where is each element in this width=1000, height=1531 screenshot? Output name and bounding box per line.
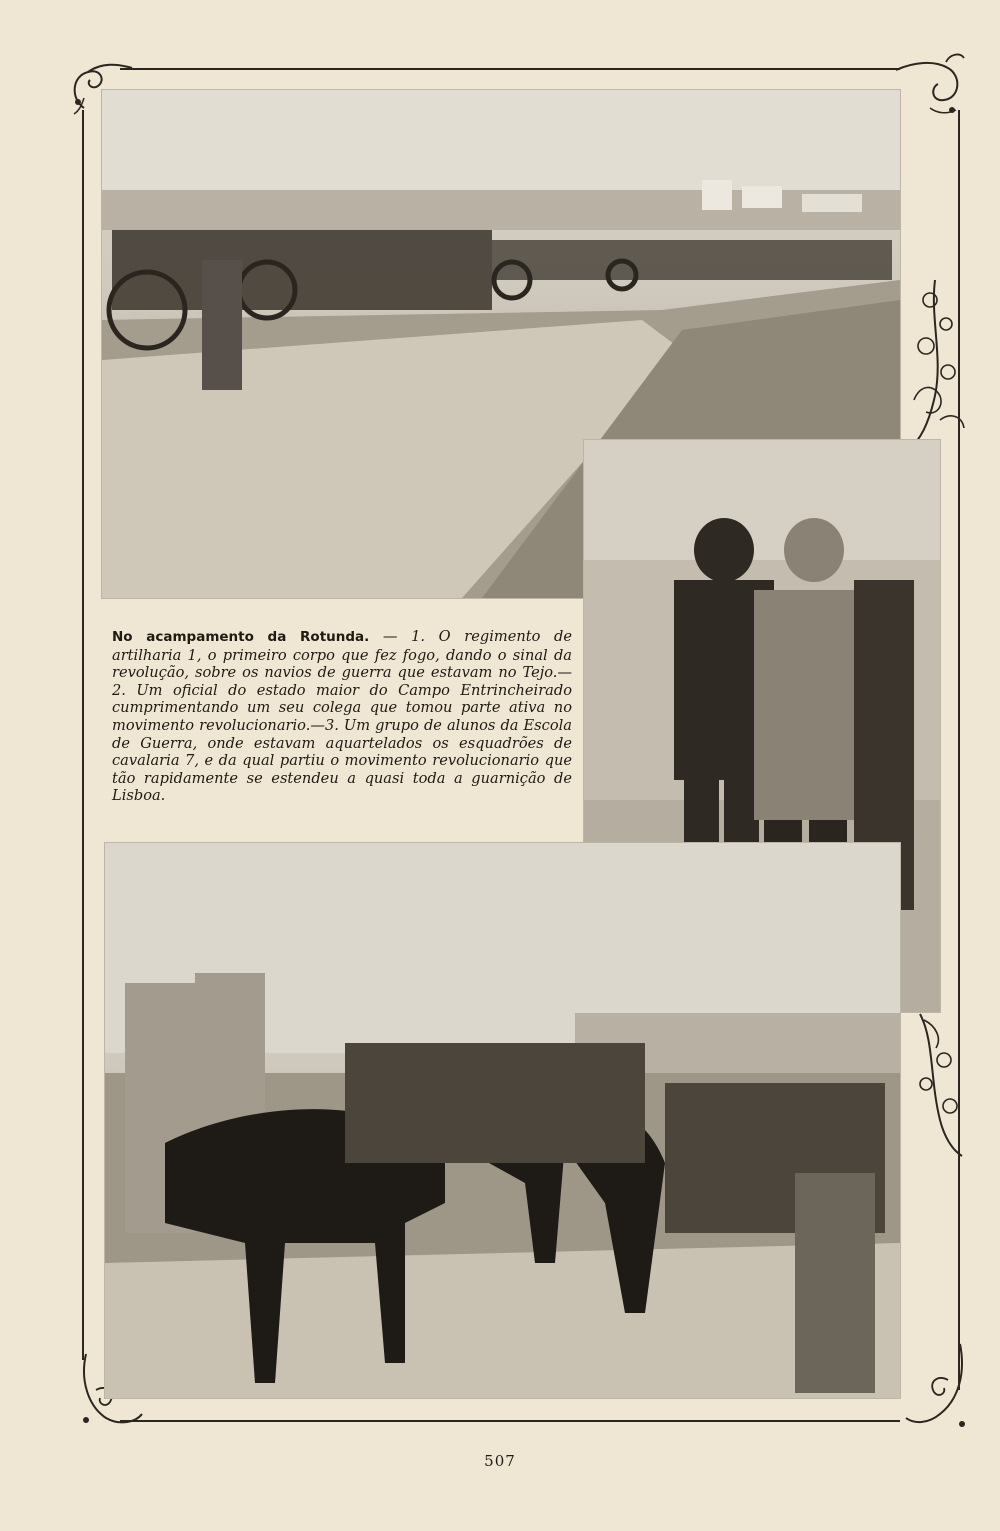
photo-caption	[112, 628, 572, 805]
right-lower-floral-ornament	[900, 1010, 970, 1160]
frame-top-line	[120, 68, 900, 70]
top-right-flourish-ornament	[890, 48, 968, 118]
frame-bottom-line	[120, 1420, 900, 1422]
bottom-right-flourish-ornament	[900, 1340, 972, 1432]
right-floral-ornament	[900, 280, 970, 450]
caption-lead: No acampamento da Rotunda.	[112, 629, 370, 645]
page-number: 507	[484, 1452, 516, 1470]
frame-left-line	[82, 110, 84, 1360]
photo-escola-de-guerra-group	[105, 843, 900, 1398]
caption-body: — 1. O regimento de artilharia 1, o primeiro corpo que fez fogo, dando o sinal da revolução, sobre os navios de guerra que estavam no Tejo.—2. Um oficial do estado maior do Campo Entrincheirado cumprimentando um seu colega que tomou parte ativa no movimento revolucionario.—3. Um grupo de alunos da Escola de Guerra, onde estavam aquartelados os esquadrões de cavalaria 7, e da qual partiu o movimento revolucionario que tão rapidamente se estendeu a quasi toda a guarnição de Lisboa.	[112, 628, 572, 805]
